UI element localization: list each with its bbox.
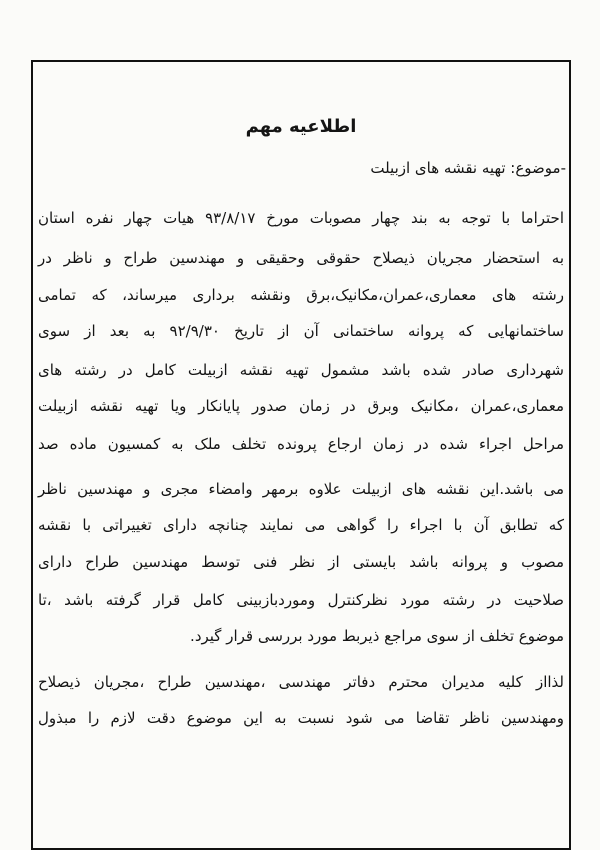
body-line-2: به استحضار مجریان ذیصلاح حقوقی وحقیقی و مهندسین طراح و ناظر در <box>38 249 564 267</box>
body-line-14: ومهندسین ناظر تقاضا می شود نسبت به این موضوع دقت لازم را مبذول <box>38 709 564 727</box>
body-line-10: مصوب و پروانه باشد بایستی از نظر فنی توسط مهندسین طراح دارای <box>38 553 564 571</box>
body-line-8: می باشد.این نقشه های ازبیلت علاوه برمهر وامضاء مجری و مهندسین ناظر <box>38 480 564 498</box>
document-border <box>31 60 571 850</box>
body-line-3: رشته های معماری،عمران،مکانیک،برق ونقشه برداری میرساند، که تمامی <box>38 286 564 304</box>
body-line-12: موضوع تخلف از سوی مراجع ذیربط مورد بررسی قرار گیرد. <box>190 627 564 645</box>
body-line-9: که تطابق آن با اجراء را گواهی می نمایند چنانچه دارای تغییراتی با نقشه <box>38 516 564 534</box>
notice-subject: -موضوع: تهیه نقشه های ازبیلت <box>370 159 566 177</box>
body-line-4: ساختمانهایی که پروانه ساختمانی آن از تاریخ ۹۲/۹/۳۰ به بعد از سوی <box>38 322 565 340</box>
body-line-13: لذااز کلیه مدیران محترم دفاتر مهندسی ،مهندسین طراح ،مجریان ذیصلاح <box>38 673 564 691</box>
body-line-5: شهرداری صادر شده باشد مشمول تهیه نقشه ازبیلت کامل در رشته های <box>38 361 564 379</box>
body-line-7: مراحل اجراء شده در زمان ارجاع پرونده تخلف ملک به کمسیون ماده صد <box>38 435 564 453</box>
body-line-6: معماری،عمران ،مکانیک وبرق در زمان صدور پایانکار ویا تهیه نقشه ازبیلت <box>38 397 564 415</box>
body-line-1: احتراما با توجه به بند چهار مصوبات مورخ ۹۳/۸/۱۷ هیات چهار نفره استان <box>38 209 564 227</box>
body-line-11: صلاحیت در رشته مورد نظرکنترل وموردبازبینی کامل قرار گرفته باشد ،تا <box>38 591 564 609</box>
notice-title: اطلاعیه مهم <box>245 116 357 137</box>
